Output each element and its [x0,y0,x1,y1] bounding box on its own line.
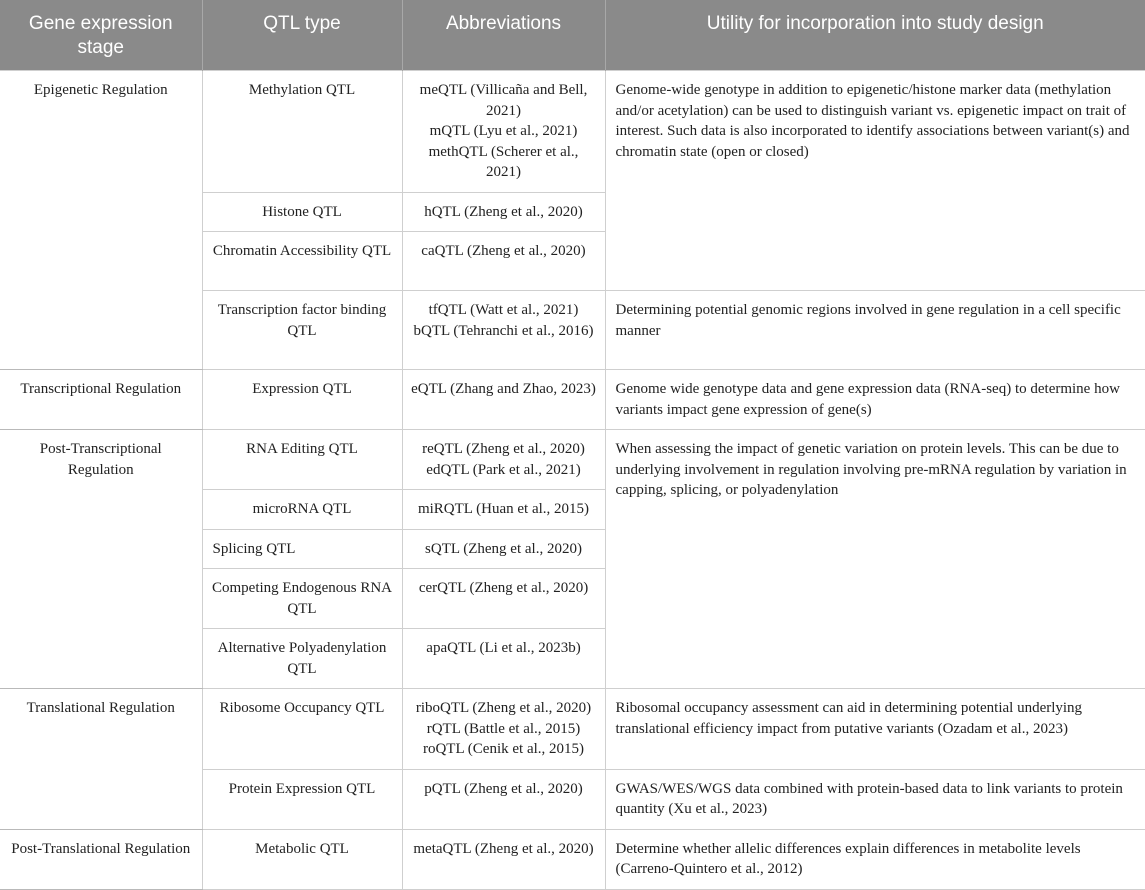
qtl-type-cell: Ribosome Occupancy QTL [202,689,402,770]
abbreviation-line: cerQTL (Zheng et al., 2020) [418,580,589,596]
qtl-type-cell: Expression QTL [202,370,402,430]
abbreviation-cell [402,192,605,232]
stage-cell: Translational Regulation [0,689,202,830]
qtl-type-cell: Methylation QTL [202,71,402,193]
abbreviation-line: edQTL (Park et al., 2021) [426,461,581,478]
utility-cell: Ribosomal occupancy assessment can aid in determining potential underlying translational efficiency impact from putative variants (Ozadam et al., 2023) [605,689,1145,770]
utility-cell: GWAS/WES/WGS data combined with protein-based data to link variants to protein quantity (Xu et al., 2023) [605,769,1145,829]
table-row [0,829,1145,889]
header-utility: Utility for incorporation into study design [605,0,1145,71]
table-row [0,430,1145,490]
abbreviation-line: bQTL (Tehranchi et al., 2016) [413,322,594,339]
abbreviation-line: miRQTL (Huan et al., 2015) [417,501,590,517]
abbreviation-line: rQTL (Battle et al., 2015) [426,720,581,737]
qtl-type-cell: microRNA QTL [202,490,402,530]
stage-cell: Epigenetic Regulation [0,71,202,370]
header-qtl-type: QTL type [202,0,402,71]
table-row [0,71,1145,193]
abbreviation-cell [402,629,605,689]
utility-cell: When assessing the impact of genetic variation on protein levels. This can be due to underlying involvement in regulation involving pre-mRNA regulation by variation in capping, splicing, or polyadenylation [605,430,1145,689]
table-row [0,370,1145,430]
abbreviation-line: apaQTL (Li et al., 2023b) [426,640,581,656]
abbreviation-line: roQTL (Cenik et al., 2015) [422,741,585,757]
abbreviation-line: sQTL (Zheng et al., 2020) [425,540,582,557]
qtl-type-cell: Alternative Polyadenylation QTL [202,629,402,689]
abbreviation-line: riboQTL (Zheng et al., 2020) [415,700,592,716]
stage-cell: Transcriptional Regulation [0,370,202,430]
qtl-type-cell: Histone QTL [202,192,402,232]
abbreviation-cell [402,291,605,370]
qtl-type-cell: Chromatin Accessibility QTL [202,232,402,291]
abbreviation-line: hQTL (Zheng et al., 2020) [424,203,583,220]
abbreviation-line: meQTL (Villicaña and Bell, 2021) [419,82,588,119]
abbreviation-line: eQTL (Zhang and Zhao, 2023) [411,381,596,397]
qtl-type-cell: Transcription factor binding QTL [202,291,402,370]
stage-cell: Post-Transcriptional Regulation [0,430,202,689]
utility-cell: Determine whether allelic differences explain differences in metabolite levels (Carreno-Quintero et al., 2012) [605,829,1145,889]
abbreviation-cell [402,569,605,629]
table-row [0,689,1145,770]
table-body [0,71,1145,890]
abbreviation-cell [402,232,605,291]
abbreviation-cell [402,829,605,889]
abbreviation-line: reQTL (Zheng et al., 2020) [422,441,585,457]
header-stage: Gene expression stage [0,0,202,71]
abbreviation-line: methQTL (Scherer et al., 2021) [428,143,579,180]
abbreviation-cell [402,490,605,530]
abbreviation-line: pQTL (Zheng et al., 2020) [424,780,583,797]
qtl-type-cell: Metabolic QTL [202,829,402,889]
utility-cell: Determining potential genomic regions involved in gene regulation in a cell specific manner [605,291,1145,370]
abbreviation-cell [402,71,605,193]
qtl-type-cell: Competing Endogenous RNA QTL [202,569,402,629]
abbreviation-line: mQTL (Lyu et al., 2021) [429,123,578,139]
utility-cell: Genome wide genotype data and gene expression data (RNA-seq) to determine how variants impact gene expression of gene(s) [605,370,1145,430]
table-header [0,0,1145,71]
abbreviation-line: caQTL (Zheng et al., 2020) [421,243,586,259]
abbreviation-cell [402,689,605,770]
stage-cell: Post-Translational Regulation [0,829,202,889]
abbreviation-line: tfQTL (Watt et al., 2021) [428,302,579,318]
qtl-type-cell: Splicing QTL [202,529,402,569]
header-row [0,0,1145,71]
qtl-type-cell: Protein Expression QTL [202,769,402,829]
qtl-type-cell: RNA Editing QTL [202,430,402,490]
abbreviation-cell [402,370,605,430]
abbreviation-cell [402,529,605,569]
abbreviation-cell [402,769,605,829]
header-abbreviations: Abbreviations [402,0,605,71]
abbreviation-line: metaQTL (Zheng et al., 2020) [413,840,594,857]
abbreviation-cell [402,430,605,490]
utility-cell: Genome-wide genotype in addition to epigenetic/histone marker data (methylation and/or acetylation) can be used to distinguish variant vs. epigenetic impact on trait of interest. Such data is also incorporated to identify associations between variant(s) and chromatin state (open or closed) [605,71,1145,291]
